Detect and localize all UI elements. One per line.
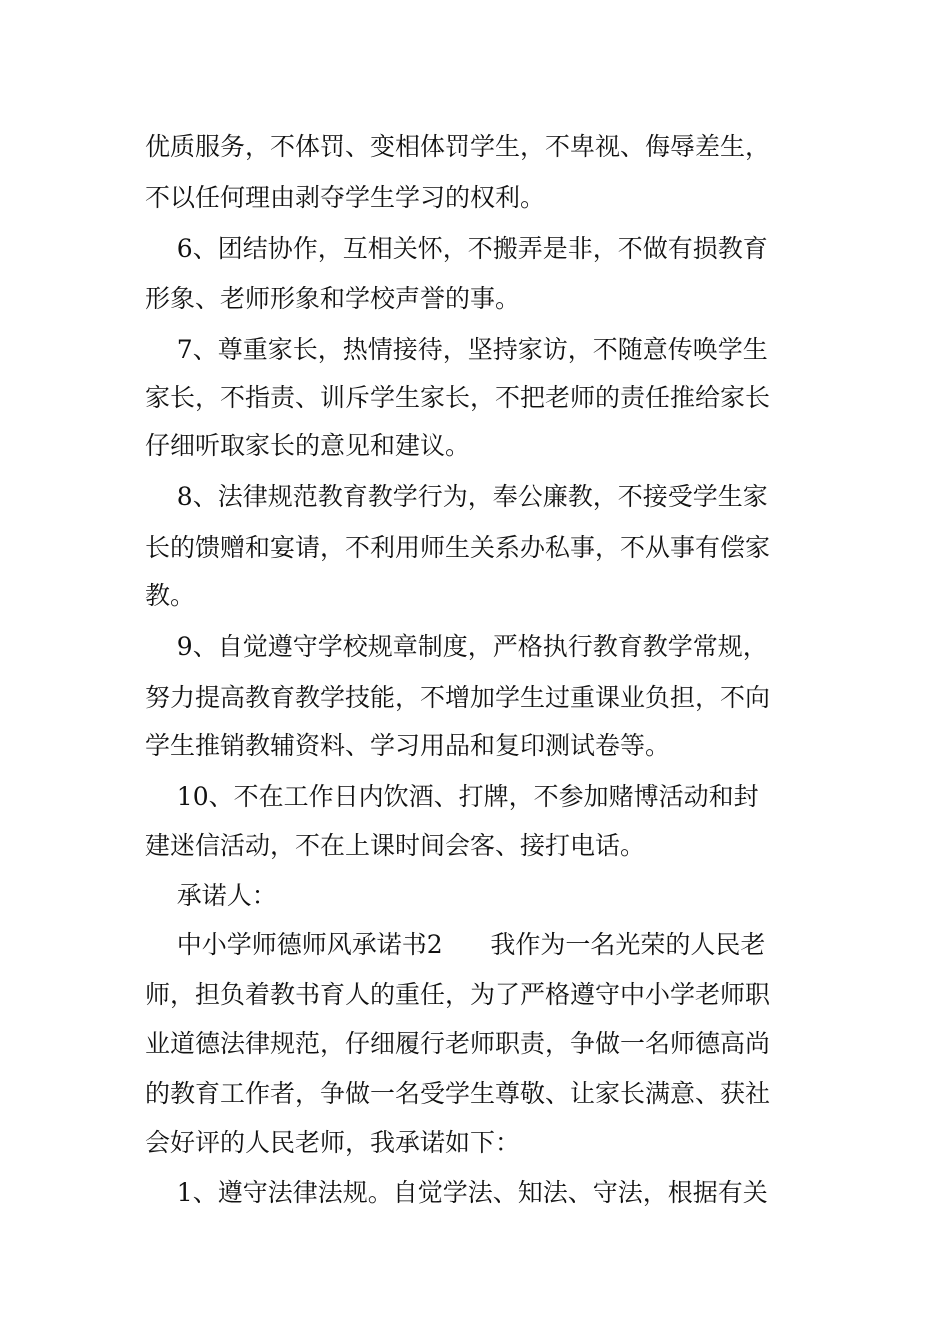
text-line-4: 形象、老师形象和学校声誉的事。	[145, 284, 521, 313]
text-line-12: 努力提高教育教学技能，不增加学生过重课业负担，不向	[145, 683, 771, 712]
text-line-14: 10、不在工作日内饮酒、打牌，不参加赌博活动和封	[145, 782, 759, 811]
text-line-3: 6、团结协作，互相关怀，不搬弄是非，不做有损教育	[145, 234, 768, 263]
text-line-6: 家长，不指责、训斥学生家长，不把老师的责任推给家长	[145, 383, 771, 412]
text-line-15: 建迷信活动，不在上课时间会客、接打电话。	[145, 831, 646, 860]
text-line-10: 教。	[145, 581, 196, 610]
text-line-21: 会好评的人民老师，我承诺如下：	[145, 1128, 521, 1157]
text-line-7: 仔细听取家长的意见和建议。	[145, 431, 471, 460]
text-line-22: 1、遵守法律法规。自觉学法、知法、守法，根据有关	[145, 1178, 768, 1207]
text-line-16: 承诺人：	[145, 881, 277, 910]
text-line-9: 长的馈赠和宴请，不利用师生关系办私事，不从事有偿家	[145, 533, 771, 562]
text-line-2: 不以任何理由剥夺学生学习的权利。	[145, 183, 546, 212]
text-line-8: 8、法律规范教育教学行为，奉公廉教，不接受学生家	[145, 482, 768, 511]
text-line-18: 师，担负着教书育人的重任，为了严格遵守中小学老师职	[145, 980, 771, 1009]
text-line-5: 7、尊重家长，热情接待，坚持家访，不随意传唤学生	[145, 335, 768, 364]
text-line-1: 优质服务，不体罚、变相体罚学生，不卑视、侮辱差生，	[145, 132, 771, 161]
text-line-20: 的教育工作者，争做一名受学生尊敬、让家长满意、获社	[145, 1079, 771, 1108]
text-line-11: 9、自觉遵守学校规章制度，严格执行教育教学常规，	[145, 632, 768, 661]
text-line-13: 学生推销教辅资料、学习用品和复印测试卷等。	[145, 731, 671, 760]
text-line-17: 中小学师德师风承诺书2 我作为一名光荣的人民老	[145, 930, 766, 959]
text-line-19: 业道德法律规范，仔细履行老师职责，争做一名师德高尚	[145, 1029, 771, 1058]
